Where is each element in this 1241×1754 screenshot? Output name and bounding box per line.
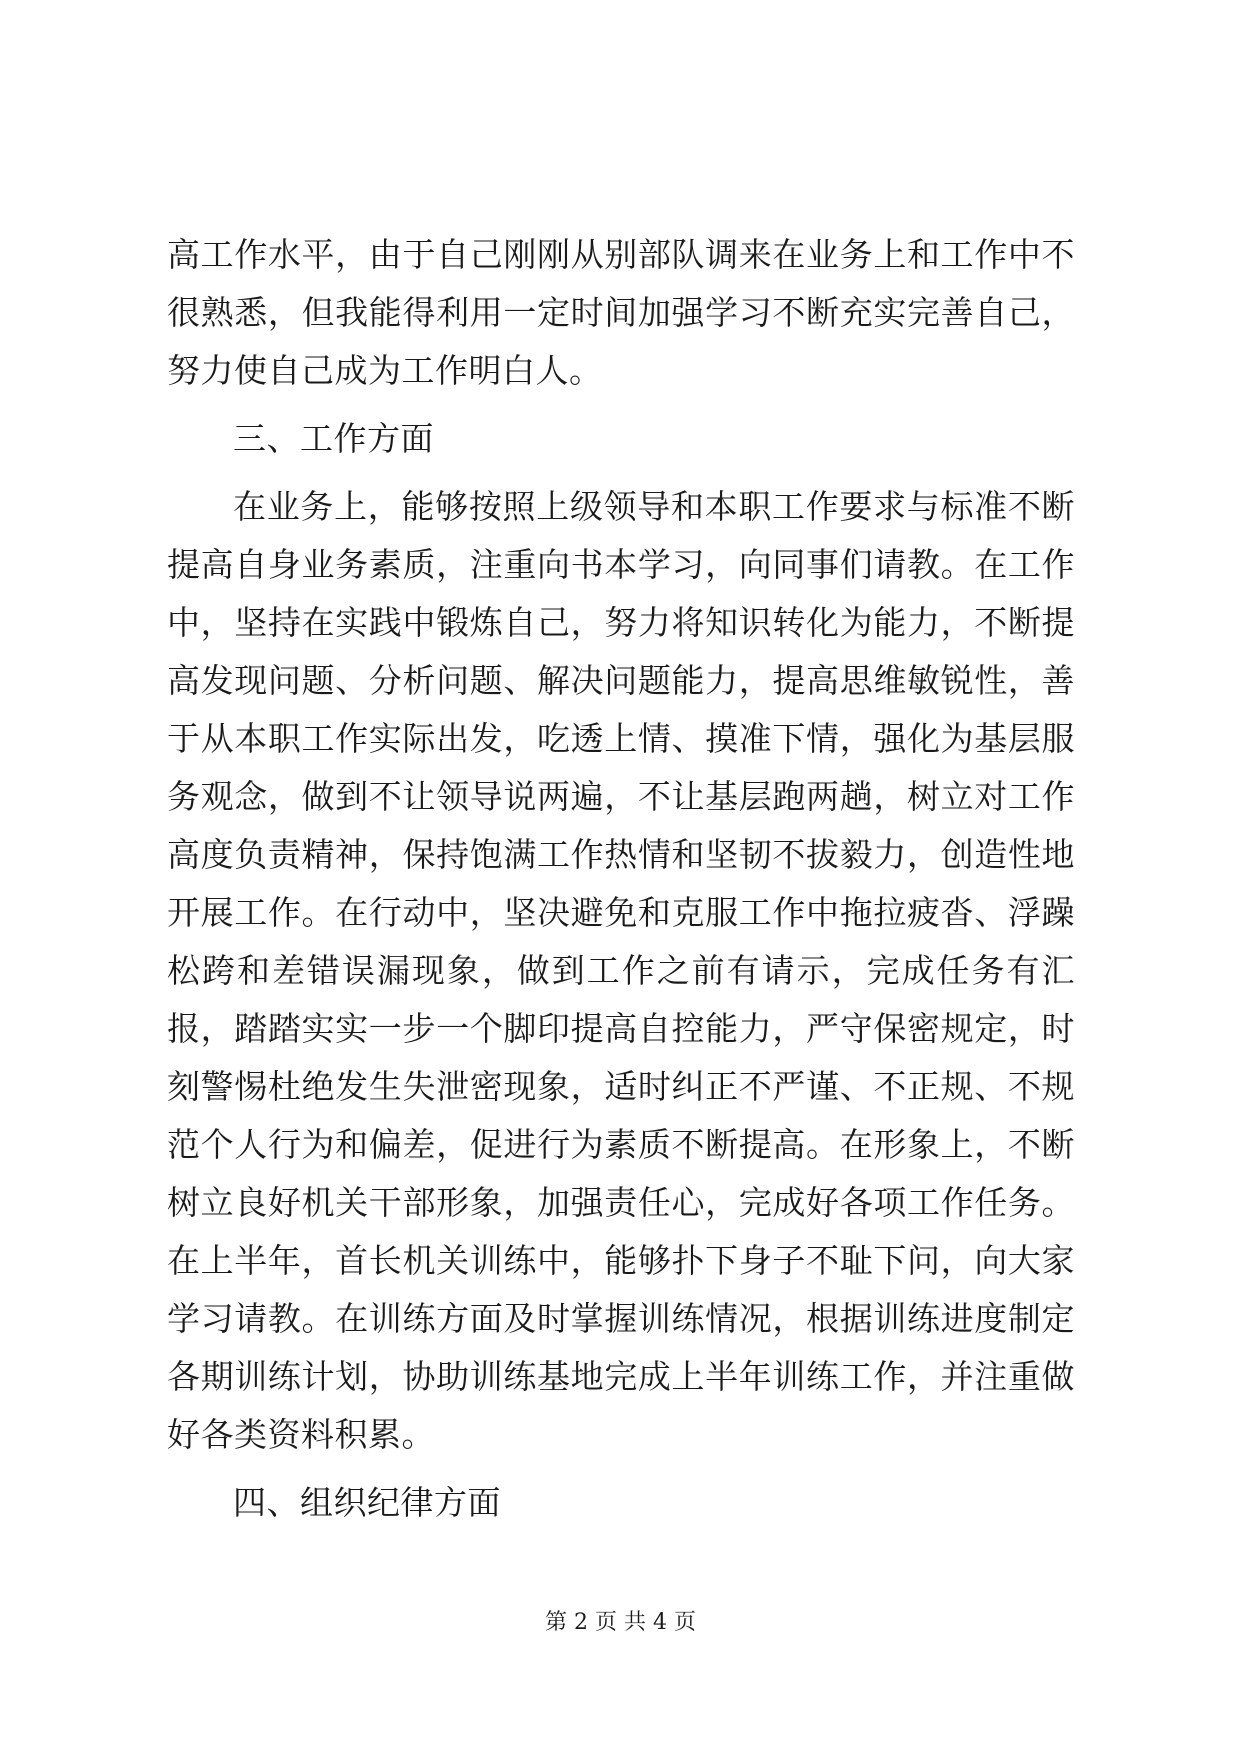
paragraph-work-details: 在业务上，能够按照上级领导和本职工作要求与标准不断提高自身业务素质，注重向书本学习，向同事们请教。在工作中，坚持在实践中锻炼自己，努力将知识转化为能力，不断提高发现问题、分析问题、解决问题能力，提高思维敏锐性，善于从本职工作实际出发，吃透上情、摸准下情，强化为基层服务观念，做到不让领导说两遍，不让基层跑两趟，树立对工作高度负责精神，保持饱满工作热情和坚韧不拔毅力，创造性地开展工作。在行动中，坚决避免和克服工作中拖拉疲沓、浮躁松跨和差错误漏现象，做到工作之前有请示，完成任务有汇报，踏踏实实一步一个脚印提高自控能力，严守保密规定，时刻警惕杜绝发生失泄密现象，适时纠正不严谨、不正规、不规范个人行为和偏差，促进行为素质不断提高。在形象上，不断树立良好机关干部形象，加强责任心，完成好各项工作任务。在上半年，首长机关训练中，能够扑下身子不耻下问，向大家学习请教。在训练方面及时掌握训练情况，根据训练进度制定各期训练计划，协助训练基地完成上半年训练工作，并注重做好各类资料积累。 [167, 487, 1075, 1454]
section-heading-work: 三、工作方面 [233, 419, 434, 458]
document-body [167, 226, 1075, 1532]
page-footer: 第 2 页 共 4 页 [545, 1610, 696, 1635]
section-heading-discipline: 四、组织纪律方面 [233, 1483, 501, 1522]
paragraph-continuation: 高工作水平，由于自己刚刚从别部队调来在业务上和工作中不很熟悉，但我能得利用一定时间加强学习不断充实完善自己，努力使自己成为工作明白人。 [167, 235, 1075, 390]
